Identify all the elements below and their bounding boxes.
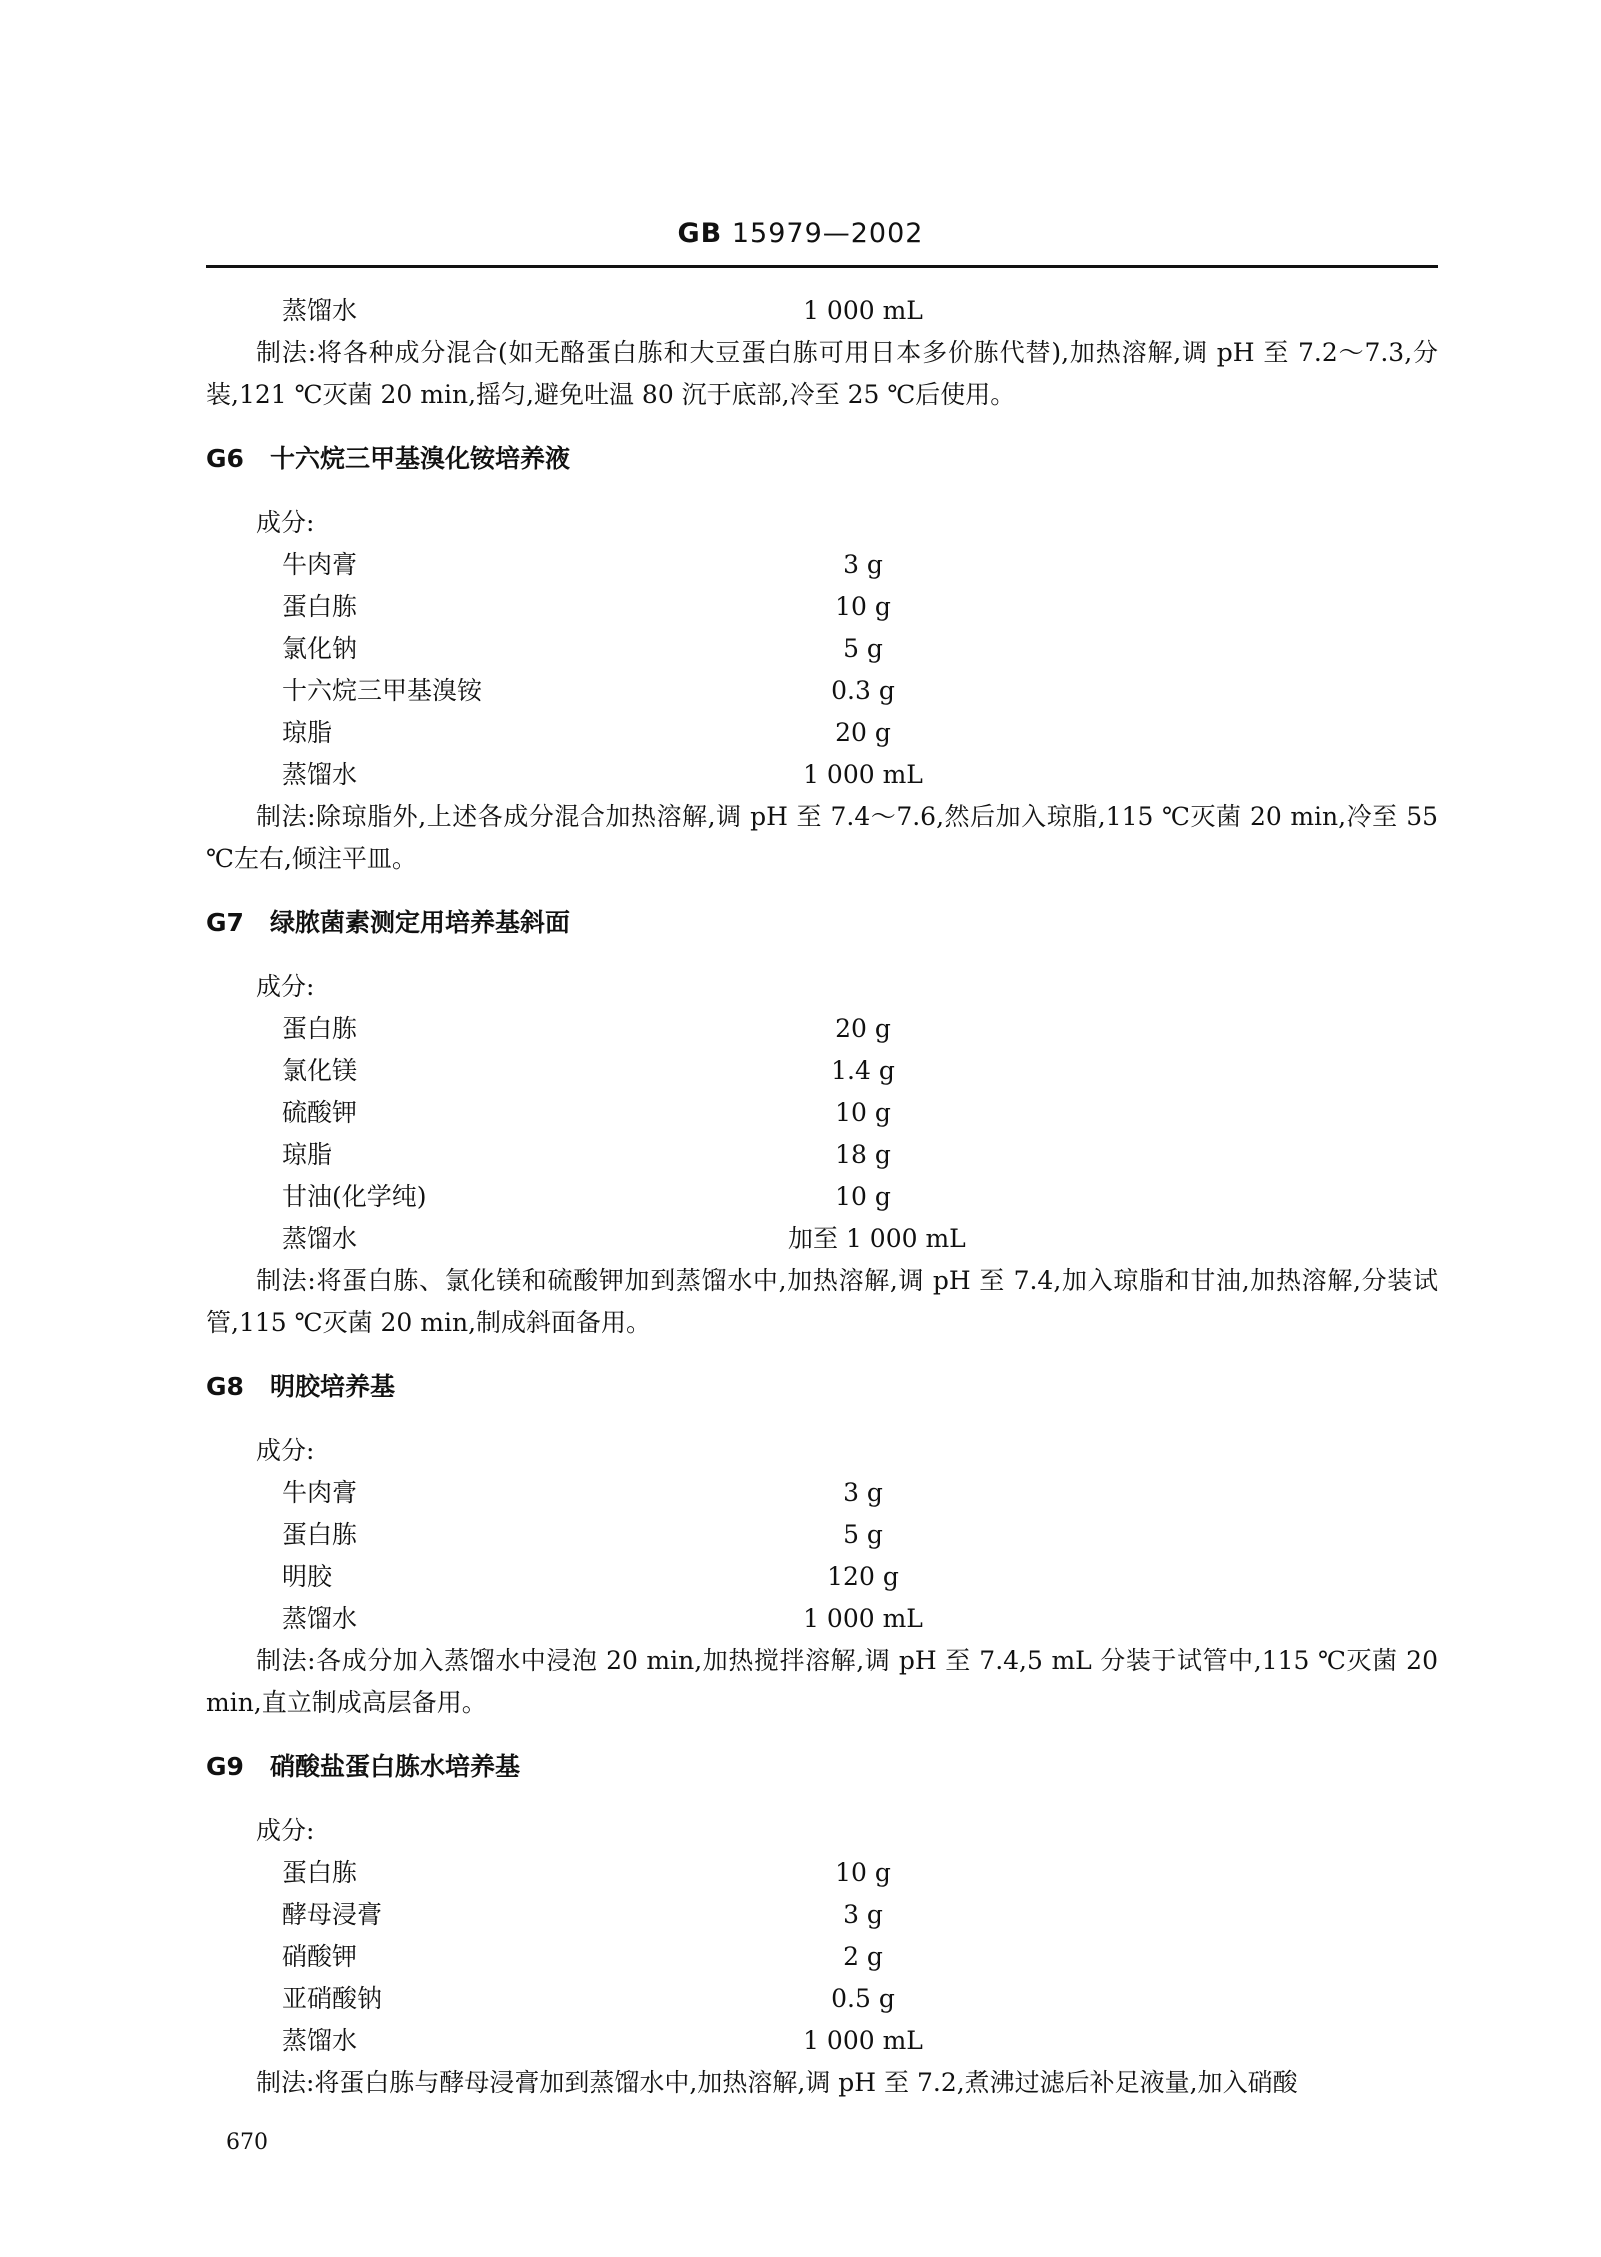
- ingredient-name: 琼脂: [282, 718, 333, 747]
- ingredient-row: [206, 712, 1438, 754]
- section-title-g8: [206, 1366, 1438, 1408]
- ingredient-row: [206, 1936, 1438, 1978]
- ingredient-qty: 1.4 g: [831, 1056, 895, 1085]
- ingredient-name: 牛肉膏: [282, 1478, 358, 1507]
- ingredient-qty: 20 g: [835, 1014, 891, 1043]
- ingredient-qty: 1 000 mL: [803, 296, 923, 325]
- ingredient-row: [206, 544, 1438, 586]
- section-code: G9: [206, 1752, 244, 1781]
- ingredient-row: [206, 1134, 1438, 1176]
- ingredients-label: 成分:: [256, 1816, 315, 1845]
- ingredient-row: [206, 1894, 1438, 1936]
- section-code: G7: [206, 908, 244, 937]
- ingredient-row: [206, 1852, 1438, 1894]
- ingredient-qty: 0.5 g: [831, 1984, 895, 2013]
- section-title-g6: [206, 438, 1438, 480]
- ingredient-qty: 10 g: [835, 1858, 891, 1887]
- ingredient-name: 明胶: [282, 1562, 333, 1591]
- ingredient-qty: 120 g: [827, 1562, 899, 1591]
- page-header: [0, 218, 1601, 249]
- ingredient-qty: 2 g: [843, 1942, 883, 1971]
- ingredients-label: 成分:: [256, 972, 315, 1001]
- section-title-text: 绿脓菌素测定用培养基斜面: [270, 908, 571, 937]
- method-paragraph: 制法:除琼脂外,上述各成分混合加热溶解,调 pH 至 7.4～7.6,然后加入琼脂,115 ℃灭菌 20 min,冷至 55 ℃左右,倾注平皿。: [206, 802, 1438, 873]
- ingredient-row: [206, 754, 1438, 796]
- ingredient-row: [206, 1514, 1438, 1556]
- ingredient-qty: 5 g: [843, 634, 883, 663]
- ingredient-qty: 10 g: [835, 1098, 891, 1127]
- ingredient-row: [206, 670, 1438, 712]
- ingredient-row: [206, 1050, 1438, 1092]
- section-title-g9: [206, 1746, 1438, 1788]
- ingredient-qty: 3 g: [843, 550, 883, 579]
- ingredient-name: 蛋白胨: [282, 1014, 358, 1043]
- ingredient-row: [206, 1176, 1438, 1218]
- ingredient-name: 硫酸钾: [282, 1098, 358, 1127]
- ingredient-row: [206, 1556, 1438, 1598]
- ingredient-name: 酵母浸膏: [282, 1900, 383, 1929]
- ingredient-name: 蛋白胨: [282, 592, 358, 621]
- ingredient-name: 十六烷三甲基溴铵: [282, 676, 483, 705]
- ingredient-row: [206, 1598, 1438, 1640]
- ingredient-row: [206, 1218, 1438, 1260]
- ingredient-name: 蛋白胨: [282, 1520, 358, 1549]
- ingredient-name: 氯化钠: [282, 634, 358, 663]
- header-rule: [206, 265, 1438, 268]
- standard-prefix: GB: [677, 218, 723, 249]
- ingredient-name: 蒸馏水: [282, 1604, 358, 1633]
- ingredient-qty: 10 g: [835, 592, 891, 621]
- method-paragraph: 制法:各成分加入蒸馏水中浸泡 20 min,加热搅拌溶解,调 pH 至 7.4,5 mL 分装于试管中,115 ℃灭菌 20 min,直立制成高层备用。: [206, 1646, 1438, 1717]
- ingredient-qty: 1 000 mL: [803, 2026, 923, 2055]
- ingredient-qty: 加至 1 000 mL: [788, 1224, 966, 1253]
- ingredient-name: 亚硝酸钠: [282, 1984, 383, 2013]
- ingredient-row: [206, 1978, 1438, 2020]
- ingredient-name: 蒸馏水: [282, 2026, 358, 2055]
- page-number: 670: [226, 2130, 268, 2155]
- ingredient-name: 蒸馏水: [282, 1224, 358, 1253]
- ingredient-qty: 18 g: [835, 1140, 891, 1169]
- method-paragraph: 制法:将蛋白胨与酵母浸膏加到蒸馏水中,加热溶解,调 pH 至 7.2,煮沸过滤后补足液量,加入硝酸: [256, 2068, 1298, 2097]
- ingredient-qty: 10 g: [835, 1182, 891, 1211]
- ingredient-qty: 3 g: [843, 1900, 883, 1929]
- section-title-text: 明胶培养基: [270, 1372, 396, 1401]
- ingredient-qty: 0.3 g: [831, 676, 895, 705]
- ingredients-label: 成分:: [256, 1436, 315, 1465]
- ingredient-name: 蒸馏水: [282, 760, 358, 789]
- ingredient-row: [206, 586, 1438, 628]
- ingredient-qty: 20 g: [835, 718, 891, 747]
- method-paragraph: 制法:将各种成分混合(如无酪蛋白胨和大豆蛋白胨可用日本多价胨代替),加热溶解,调 pH 至 7.2～7.3,分装,121 ℃灭菌 20 min,摇匀,避免吐温 80 沉于底部,冷至 25 ℃后使用。: [206, 338, 1438, 409]
- ingredient-row: [206, 628, 1438, 670]
- ingredient-qty: 1 000 mL: [803, 1604, 923, 1633]
- method-paragraph: 制法:将蛋白胨、氯化镁和硫酸钾加到蒸馏水中,加热溶解,调 pH 至 7.4,加入琼脂和甘油,加热溶解,分装试管,115 ℃灭菌 20 min,制成斜面备用。: [206, 1266, 1438, 1337]
- section-title-g7: [206, 902, 1438, 944]
- ingredient-name: 甘油(化学纯): [282, 1182, 427, 1211]
- ingredients-label: 成分:: [256, 508, 315, 537]
- ingredient-row: [206, 1472, 1438, 1514]
- section-title-text: 硝酸盐蛋白胨水培养基: [270, 1752, 521, 1781]
- ingredient-name: 牛肉膏: [282, 550, 358, 579]
- ingredient-qty: 3 g: [843, 1478, 883, 1507]
- ingredient-row: [206, 1008, 1438, 1050]
- standard-number: 15979—2002: [731, 218, 924, 249]
- ingredient-row: [206, 2020, 1438, 2062]
- section-code: G6: [206, 444, 244, 473]
- section-title-text: 十六烷三甲基溴化铵培养液: [270, 444, 571, 473]
- ingredient-name: 琼脂: [282, 1140, 333, 1169]
- ingredient-name: 硝酸钾: [282, 1942, 358, 1971]
- ingredient-row: [206, 290, 1438, 332]
- ingredient-name: 蛋白胨: [282, 1858, 358, 1887]
- ingredient-qty: 1 000 mL: [803, 760, 923, 789]
- ingredient-name: 氯化镁: [282, 1056, 358, 1085]
- section-code: G8: [206, 1372, 244, 1401]
- ingredient-qty: 5 g: [843, 1520, 883, 1549]
- ingredient-name: 蒸馏水: [282, 296, 358, 325]
- ingredient-row: [206, 1092, 1438, 1134]
- page-content: [206, 290, 1438, 2104]
